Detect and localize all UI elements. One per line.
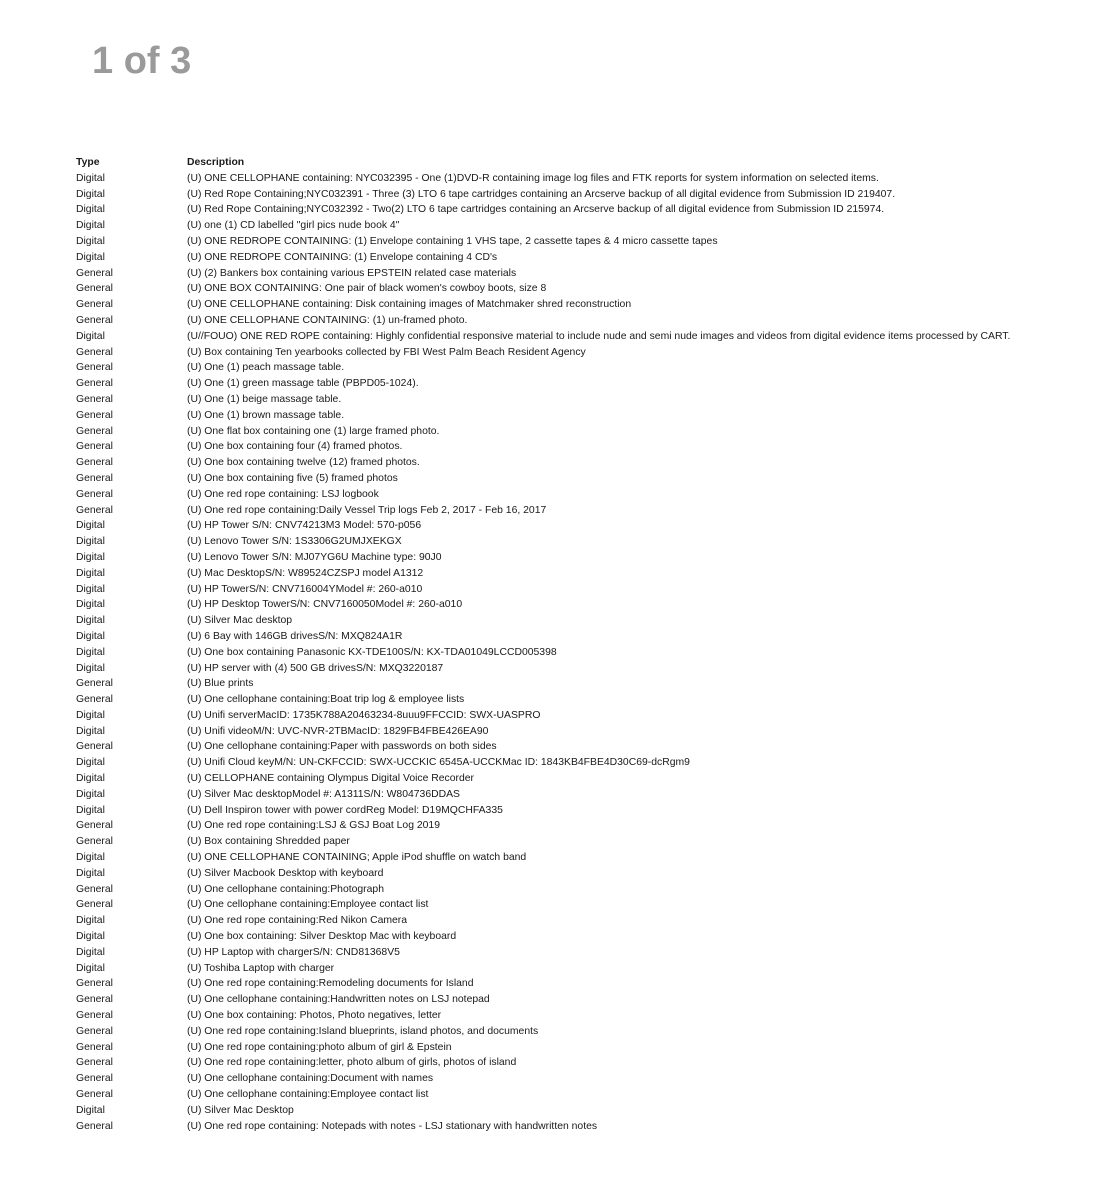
row-type-cell: General — [76, 836, 113, 848]
row-description-cell: (U) One cellophane containing:Employee contact list — [187, 899, 429, 911]
row-type-cell: General — [76, 1025, 113, 1037]
row-description-cell: (U) One red rope containing: LSJ logbook — [187, 488, 379, 500]
table-row — [76, 613, 1076, 629]
row-description-cell: (U//FOUO) ONE RED ROPE containing: Highly confidential responsive material to include nude and semi nude images and videos from digital evidence items processed by CART. — [187, 330, 1011, 342]
row-description-cell: (U) Silver Mac Desktop — [187, 1104, 294, 1116]
table-row — [76, 739, 1076, 755]
row-description-cell: (U) One red rope containing:letter, photo album of girls, photos of island — [187, 1057, 517, 1069]
table-row — [76, 1087, 1076, 1103]
table-row — [76, 961, 1076, 977]
table-row — [76, 503, 1076, 519]
row-description-cell: (U) One cellophane containing:Paper with passwords on both sides — [187, 741, 497, 753]
row-description-cell: (U) HP TowerS/N: CNV716004YModel #: 260-a010 — [187, 583, 423, 595]
table-row — [76, 171, 1076, 187]
row-description-cell: (U) (2) Bankers box containing various EPSTEIN related case materials — [187, 267, 517, 279]
row-description-cell: (U) One red rope containing:LSJ & GSJ Boat Log 2019 — [187, 820, 440, 832]
row-type-cell: Digital — [76, 962, 105, 974]
row-description-cell: (U) ONE CELLOPHANE CONTAINING; Apple iPod shuffle on watch band — [187, 852, 527, 864]
table-row — [76, 724, 1076, 740]
row-description-cell: (U) Toshiba Laptop with charger — [187, 962, 335, 974]
table-row — [76, 376, 1076, 392]
table-row — [76, 250, 1076, 266]
row-description-cell: (U) One red rope containing:Red Nikon Camera — [187, 915, 408, 927]
row-description-cell: (U) 6 Bay with 146GB drivesS/N: MXQ824A1R — [187, 630, 403, 642]
row-description-cell: (U) ONE REDROPE CONTAINING: (1) Envelope containing 1 VHS tape, 2 cassette tapes & 4 micro cassette tapes — [187, 235, 718, 247]
row-description-cell: (U) Unifi videoM/N: UVC-NVR-2TBMacID: 1829FB4FBE426EA90 — [187, 725, 489, 737]
row-description-cell: (U) Dell Inspiron tower with power cordReg Model: D19MQCHFA335 — [187, 804, 503, 816]
row-description-cell: (U) One box containing twelve (12) framed photos. — [187, 457, 420, 469]
table-row — [76, 424, 1076, 440]
row-type-cell: Digital — [76, 551, 105, 563]
row-type-cell: General — [76, 504, 113, 516]
table-row — [76, 818, 1076, 834]
table-row — [76, 218, 1076, 234]
row-description-cell: (U) Red Rope Containing;NYC032392 - Two(2) LTO 6 tape cartridges containing an Arcserve backup of all digital evidence from Submission ID 215974. — [187, 204, 885, 216]
row-type-cell: Digital — [76, 567, 105, 579]
table-row — [76, 345, 1076, 361]
row-description-cell: (U) ONE BOX CONTAINING: One pair of black women's cowboy boots, size 8 — [187, 283, 547, 295]
table-row — [76, 518, 1076, 534]
table-row — [76, 313, 1076, 329]
evidence-inventory-table — [76, 155, 1076, 1134]
table-row — [76, 945, 1076, 961]
row-type-cell: General — [76, 441, 113, 453]
table-row — [76, 1103, 1076, 1119]
table-row — [76, 1055, 1076, 1071]
table-row — [76, 455, 1076, 471]
row-description-cell: (U) One cellophane containing:Boat trip log & employee lists — [187, 694, 465, 706]
row-description-cell: (U) One box containing Panasonic KX-TDE100S/N: KX-TDA01049LCCD005398 — [187, 646, 557, 658]
row-description-cell: (U) One cellophane containing:Photograph — [187, 883, 384, 895]
row-type-cell: Digital — [76, 204, 105, 216]
row-description-cell: (U) HP Tower S/N: CNV74213M3 Model: 570-p056 — [187, 520, 422, 532]
table-header-row — [76, 155, 1076, 171]
row-type-cell: Digital — [76, 867, 105, 879]
table-row — [76, 597, 1076, 613]
table-row — [76, 408, 1076, 424]
row-type-cell: General — [76, 694, 113, 706]
row-type-cell: General — [76, 472, 113, 484]
row-type-cell: Digital — [76, 725, 105, 737]
row-type-cell: Digital — [76, 757, 105, 769]
table-row — [76, 661, 1076, 677]
row-type-cell: General — [76, 899, 113, 911]
row-description-cell: (U) ONE CELLOPHANE containing: NYC032395 - One (1)DVD-R containing image log files and FTK reports for system information on selected items. — [187, 172, 879, 184]
row-description-cell: (U) One cellophane containing:Handwritten notes on LSJ notepad — [187, 994, 490, 1006]
row-type-cell: Digital — [76, 583, 105, 595]
table-row — [76, 708, 1076, 724]
table-row — [76, 1071, 1076, 1087]
table-row — [76, 976, 1076, 992]
table-row — [76, 360, 1076, 376]
table-row — [76, 676, 1076, 692]
row-description-cell: (U) HP Laptop with chargerS/N: CND81368V5 — [187, 946, 400, 958]
row-type-cell: General — [76, 393, 113, 405]
row-type-cell: Digital — [76, 615, 105, 627]
row-type-cell: General — [76, 314, 113, 326]
table-row — [76, 1040, 1076, 1056]
row-type-cell: Digital — [76, 172, 105, 184]
row-type-cell: General — [76, 1073, 113, 1085]
table-row — [76, 771, 1076, 787]
table-row — [76, 929, 1076, 945]
row-description-cell: (U) One flat box containing one (1) large framed photo. — [187, 425, 440, 437]
row-type-cell: Digital — [76, 852, 105, 864]
row-type-cell: General — [76, 883, 113, 895]
row-type-cell: General — [76, 425, 113, 437]
table-row — [76, 487, 1076, 503]
row-description-cell: (U) one (1) CD labelled "girl pics nude book 4" — [187, 220, 400, 232]
row-type-cell: Digital — [76, 788, 105, 800]
row-description-cell: (U) One (1) beige massage table. — [187, 393, 342, 405]
row-description-cell: (U) ONE REDROPE CONTAINING: (1) Envelope containing 4 CD's — [187, 251, 498, 263]
row-description-cell: (U) One box containing five (5) framed photos — [187, 472, 398, 484]
table-row — [76, 992, 1076, 1008]
table-row — [76, 913, 1076, 929]
row-type-cell: Digital — [76, 599, 105, 611]
table-row — [76, 1024, 1076, 1040]
row-type-cell: Digital — [76, 804, 105, 816]
row-type-cell: General — [76, 1041, 113, 1053]
row-type-cell: Digital — [76, 931, 105, 943]
table-row — [76, 787, 1076, 803]
row-description-cell: (U) Red Rope Containing;NYC032391 - Three (3) LTO 6 tape cartridges containing an Arcserve backup of all digital evidence from Submission ID 219407. — [187, 188, 896, 200]
row-type-cell: General — [76, 1120, 113, 1132]
row-type-cell: Digital — [76, 773, 105, 785]
row-description-cell: (U) Unifi Cloud keyM/N: UN-CKFCCID: SWX-UCCKIC 6545A-UCCKMac ID: 1843KB4FBE4D30C69-dcRgm9 — [187, 757, 690, 769]
row-description-cell: (U) Lenovo Tower S/N: 1S3306G2UMJXEKGX — [187, 536, 402, 548]
row-type-cell: Digital — [76, 709, 105, 721]
row-description-cell: (U) One red rope containing:Island blueprints, island photos, and documents — [187, 1025, 539, 1037]
row-description-cell: (U) ONE CELLOPHANE containing: Disk containing images of Matchmaker shred reconstruction — [187, 299, 632, 311]
row-type-cell: General — [76, 267, 113, 279]
row-type-cell: General — [76, 1057, 113, 1069]
table-row — [76, 692, 1076, 708]
row-description-cell: (U) One red rope containing:Daily Vessel Trip logs Feb 2, 2017 - Feb 16, 2017 — [187, 504, 547, 516]
row-description-cell: (U) One (1) green massage table (PBPD05-1024). — [187, 378, 419, 390]
table-row — [76, 281, 1076, 297]
table-row — [76, 234, 1076, 250]
table-row — [76, 202, 1076, 218]
row-description-cell: (U) One (1) brown massage table. — [187, 409, 345, 421]
row-type-cell: General — [76, 378, 113, 390]
row-description-cell: (U) One (1) peach massage table. — [187, 362, 345, 374]
table-row — [76, 866, 1076, 882]
table-row — [76, 329, 1076, 345]
row-type-cell: Digital — [76, 946, 105, 958]
table-row — [76, 755, 1076, 771]
table-row — [76, 187, 1076, 203]
table-row — [76, 266, 1076, 282]
row-type-cell: Digital — [76, 536, 105, 548]
row-type-cell: General — [76, 362, 113, 374]
row-type-cell: General — [76, 741, 113, 753]
row-type-cell: General — [76, 409, 113, 421]
row-description-cell: (U) Silver Mac desktop — [187, 615, 293, 627]
row-description-cell: (U) CELLOPHANE containing Olympus Digital Voice Recorder — [187, 773, 475, 785]
page-counter: 1 of 3 — [92, 40, 192, 82]
row-description-cell: (U) One red rope containing:Remodeling documents for Island — [187, 978, 474, 990]
row-description-cell: (U) HP server with (4) 500 GB drivesS/N: MXQ3220187 — [187, 662, 444, 674]
row-type-cell: Digital — [76, 646, 105, 658]
row-type-cell: Digital — [76, 330, 105, 342]
table-row — [76, 803, 1076, 819]
table-body — [76, 171, 1076, 1135]
table-row — [76, 471, 1076, 487]
row-description-cell: (U) Unifi serverMacID: 1735K788A20463234-8uuu9FFCCID: SWX-UASPRO — [187, 709, 541, 721]
row-description-cell: (U) One red rope containing:photo album of girl & Epstein — [187, 1041, 452, 1053]
row-type-cell: Digital — [76, 520, 105, 532]
table-row — [76, 439, 1076, 455]
row-description-cell: (U) One box containing: Photos, Photo negatives, letter — [187, 1010, 442, 1022]
row-type-cell: General — [76, 299, 113, 311]
row-type-cell: General — [76, 346, 113, 358]
row-description-cell: (U) Box containing Ten yearbooks collected by FBI West Palm Beach Resident Agency — [187, 346, 586, 358]
row-type-cell: Digital — [76, 915, 105, 927]
row-type-cell: General — [76, 283, 113, 295]
table-row — [76, 534, 1076, 550]
table-row — [76, 1119, 1076, 1135]
table-row — [76, 582, 1076, 598]
table-row — [76, 297, 1076, 313]
table-row — [76, 629, 1076, 645]
row-type-cell: General — [76, 678, 113, 690]
table-row — [76, 566, 1076, 582]
table-row — [76, 897, 1076, 913]
row-type-cell: Digital — [76, 188, 105, 200]
row-description-cell: (U) Silver Mac desktopModel #: A1311S/N: W804736DDAS — [187, 788, 460, 800]
table-row — [76, 882, 1076, 898]
row-type-cell: Digital — [76, 662, 105, 674]
row-description-cell: (U) One box containing: Silver Desktop Mac with keyboard — [187, 931, 457, 943]
row-type-cell: General — [76, 488, 113, 500]
row-description-cell: (U) One box containing four (4) framed photos. — [187, 441, 403, 453]
row-type-cell: Digital — [76, 630, 105, 642]
row-description-cell: (U) Lenovo Tower S/N: MJ07YG6U Machine type: 90J0 — [187, 551, 442, 563]
row-description-cell: (U) Silver Macbook Desktop with keyboard — [187, 867, 384, 879]
row-type-cell: General — [76, 820, 113, 832]
table-row — [76, 550, 1076, 566]
table-row — [76, 1008, 1076, 1024]
row-description-cell: (U) One cellophane containing:Employee contact list — [187, 1089, 429, 1101]
table-row — [76, 392, 1076, 408]
row-type-cell: General — [76, 457, 113, 469]
row-description-cell: (U) ONE CELLOPHANE CONTAINING: (1) un-framed photo. — [187, 314, 468, 326]
table-row — [76, 645, 1076, 661]
row-description-cell: (U) HP Desktop TowerS/N: CNV7160050Model #: 260-a010 — [187, 599, 463, 611]
row-type-cell: Digital — [76, 1104, 105, 1116]
row-type-cell: General — [76, 978, 113, 990]
row-type-cell: Digital — [76, 251, 105, 263]
row-description-cell: (U) One cellophane containing:Document with names — [187, 1073, 434, 1085]
row-description-cell: (U) Blue prints — [187, 678, 254, 690]
table-row — [76, 850, 1076, 866]
row-type-cell: Digital — [76, 220, 105, 232]
description-column-header: Description — [187, 157, 245, 168]
row-type-cell: General — [76, 994, 113, 1006]
type-column-header: Type — [76, 157, 100, 168]
row-description-cell: (U) One red rope containing: Notepads with notes - LSJ stationary with handwritten notes — [187, 1120, 598, 1132]
row-description-cell: (U) Mac DesktopS/N: W89524CZSPJ model A1312 — [187, 567, 424, 579]
row-type-cell: General — [76, 1010, 113, 1022]
row-type-cell: Digital — [76, 235, 105, 247]
row-type-cell: General — [76, 1089, 113, 1101]
table-row — [76, 834, 1076, 850]
row-description-cell: (U) Box containing Shredded paper — [187, 836, 350, 848]
